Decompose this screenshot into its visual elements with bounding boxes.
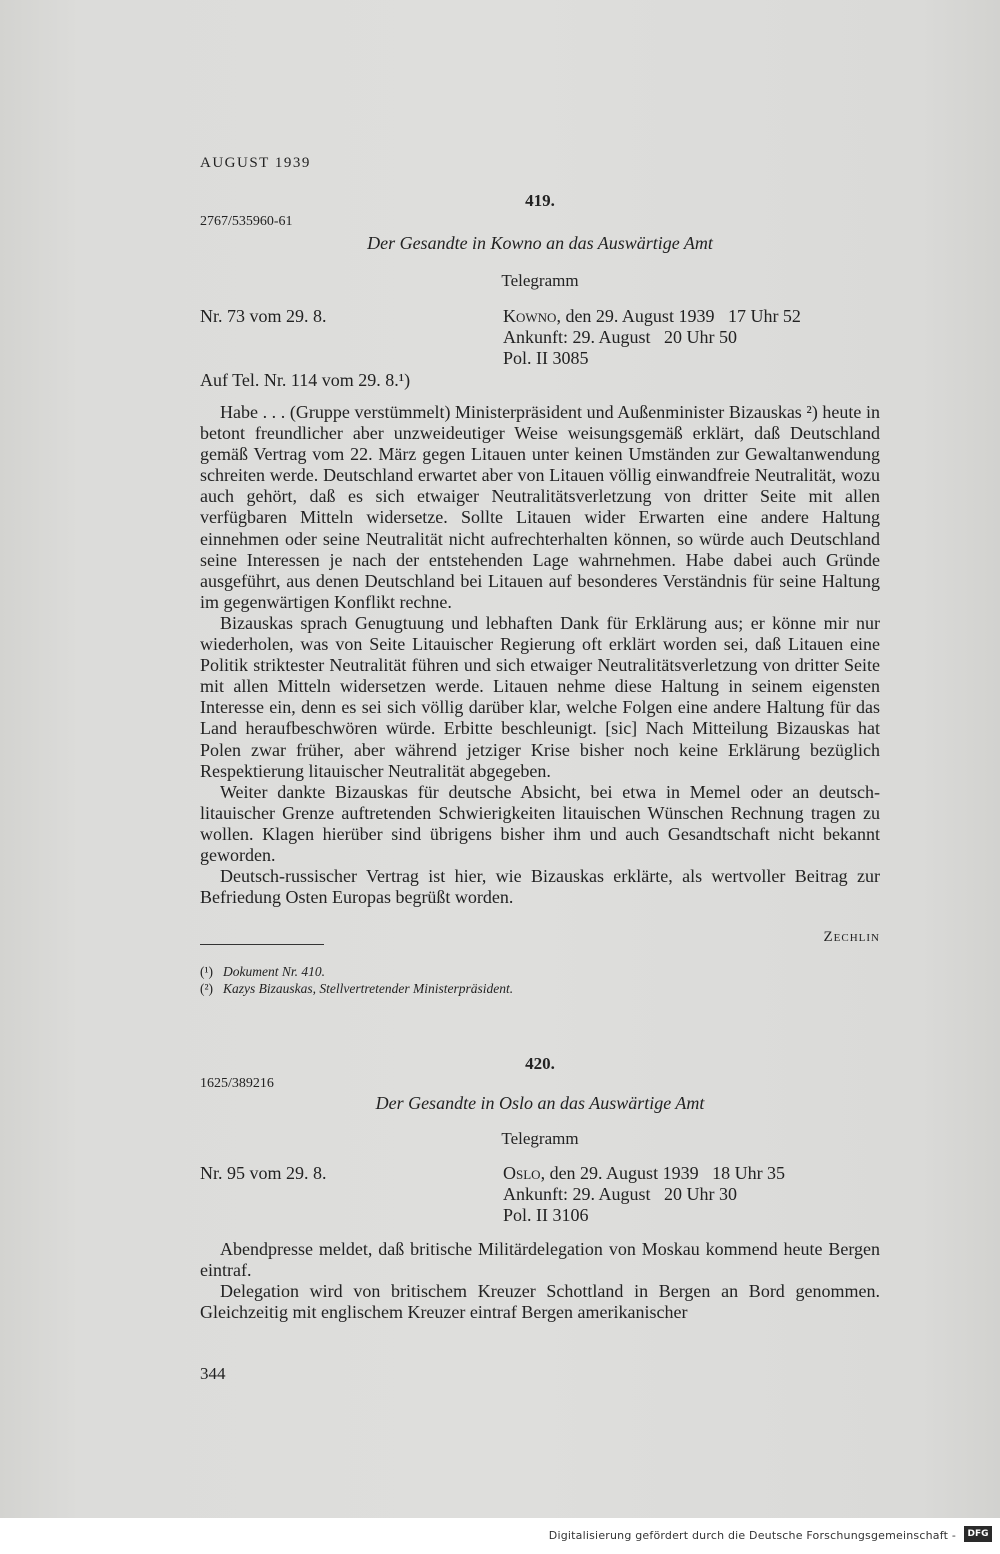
file-reference-420: 1625/389216 xyxy=(200,1076,274,1091)
paragraph: Delegation wird von britischem Kreuzer Schottland in Bergen an Bord genommen. Gleichzeitig mit englischem Kreuzer eintraf Bergen amerikanischer xyxy=(200,1281,880,1323)
telegram-number-420: Nr. 95 vom 29. 8. xyxy=(200,1163,327,1183)
footnote xyxy=(200,963,513,980)
footnotes-419 xyxy=(200,963,513,997)
page-number: 344 xyxy=(200,1364,226,1383)
place-419: Kowno xyxy=(503,306,557,326)
date-time-420: , den 29. August 1939 18 Uhr 35 xyxy=(540,1163,786,1183)
document-heading-420: Der Gesandte in Oslo an das Auswärtige Amt xyxy=(375,1093,705,1113)
footer-credit: Digitalisierung gefördert durch die Deutsche Forschungsgemeinschaft - xyxy=(548,1529,956,1542)
running-head: AUGUST 1939 xyxy=(200,155,311,171)
file-reference-419: 2767/535960-61 xyxy=(200,214,293,229)
paragraph: Bizauskas sprach Genugtuung und lebhaften Dank für Erklärung aus; er könne mir nur wiederholen, was von Seite Litauischer Regierung oft erklärt worden sei, daß Litauen eine Politik striktester Neutralität führen und sich etwaiger Neutralitätsverletzung von dritter Seite mit allen Mitteln widersetzen werde. Litauen nehme diese Haltung in seinem eigensten Interesse ein, denn es sei sich völlig darüber klar, welche Folgen eine andere Haltung für das Land heraufbeschwören würde. Erbitte beschleunigt. [sic] Nach Mitteilung Bizauskas hat Polen zwar früher, aber während jetziger Krise bisher noch keine Erklärung bezüglich Respektierung litauischer Neutralität abgegeben. xyxy=(200,612,880,781)
reference-line-419: Auf Tel. Nr. 114 vom 29. 8.¹) xyxy=(200,370,411,390)
pol-number-419: Pol. II 3085 xyxy=(503,348,589,368)
dateline-block-420 xyxy=(503,1163,785,1226)
dateline-block-419 xyxy=(503,306,801,369)
body-420 xyxy=(200,1239,880,1323)
pol-number-420: Pol. II 3106 xyxy=(503,1205,589,1225)
footer-bar xyxy=(0,1518,1000,1554)
document-type-420: Telegramm xyxy=(501,1129,579,1148)
document-number-420: 420. xyxy=(525,1054,555,1073)
place-420: Oslo xyxy=(503,1163,541,1183)
body-419 xyxy=(200,402,880,908)
paragraph: Habe . . . (Gruppe verstümmelt) Ministerpräsident und Außenminister Bizauskas ²) heute in betont freundlicher aber unzweideutiger Weise weisungsgemäß erklärt, daß Deutschland gemäß Vertrag vom 22. März gegen Litauen unter keinen Umständen zur Gewaltanwendung schreiten werde. Deutschland erwartet aber von Litauen völlig einwandfreie Neutralität, wozu auch gehört, daß es sich etwaiger Neutralitätsverletzung von dritter Seite mit allen verfügbaren Mitteln widersetze. Sollte Litauen wider Erwarten eine andere Haltung einnehmen oder seine Neutralität nicht aufrechterhalten können, so würde auch Deutschland seine Interessen je nach der entstehenden Lage wahrnehmen. Habe dabei auch Gründe ausgeführt, aus denen Deutschland bei Litauen auf besonderes Verständnis für seine Haltung im gegenwärtigen Konflikt rechne. xyxy=(200,402,880,612)
paragraph: Abendpresse meldet, daß britische Militärdelegation von Moskau kommend heute Bergen eintraf. xyxy=(200,1239,880,1281)
signature-name: Zechlin xyxy=(823,929,880,945)
footnote-mark: (²) xyxy=(200,981,214,996)
footnote-mark: (¹) xyxy=(200,964,214,979)
dateline-420 xyxy=(503,1163,785,1184)
dfg-logo: DFG xyxy=(964,1526,992,1542)
paragraph: Weiter dankte Bizauskas für deutsche Absicht, bei etwa in Memel oder an deutsch-litauischer Grenze auftretenden Schwierigkeiten litauischen Wünschen Rechnung tragen zu wollen. Klagen hierüber sind übrigens bisher ihm und auch Gesandtschaft nicht bekannt geworden. xyxy=(200,781,880,865)
footnote-rule xyxy=(200,944,324,945)
dateline-419 xyxy=(503,306,801,327)
document-heading-419: Der Gesandte in Kowno an das Auswärtige Amt xyxy=(367,233,713,253)
arrival-420: Ankunft: 29. August 20 Uhr 30 xyxy=(503,1184,737,1204)
document-number-419: 419. xyxy=(525,191,555,210)
arrival-419: Ankunft: 29. August 20 Uhr 50 xyxy=(503,327,737,347)
date-time-419: , den 29. August 1939 17 Uhr 52 xyxy=(556,306,801,326)
telegram-number-419: Nr. 73 vom 29. 8. xyxy=(200,306,327,326)
paragraph: Deutsch-russischer Vertrag ist hier, wie Bizauskas erklärte, als wertvoller Beitrag zur Befriedung Osten Europas begrüßt worden. xyxy=(200,866,880,908)
footnote xyxy=(200,980,513,997)
footnote-text: Dokument Nr. 410. xyxy=(223,964,326,979)
document-type-419: Telegramm xyxy=(501,271,579,290)
footnote-text: Kazys Bizauskas, Stellvertretender Ministerpräsident. xyxy=(223,981,514,996)
